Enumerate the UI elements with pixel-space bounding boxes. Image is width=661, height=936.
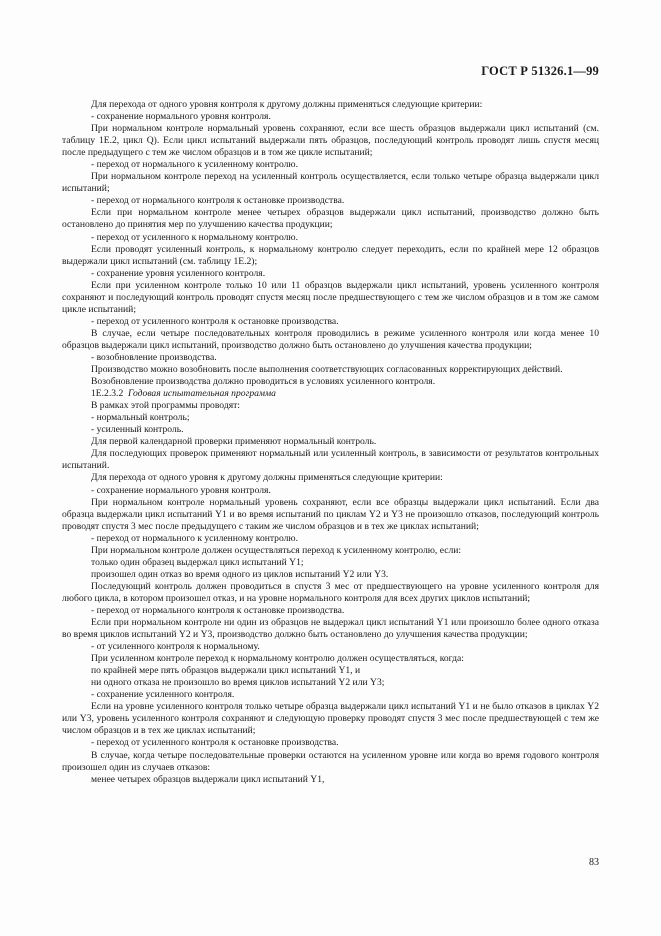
- paragraph: Для первой календарной проверки применяют нормальный контроль.: [91, 436, 377, 448]
- paragraph: - переход от усиленного к нормальному контролю.: [91, 231, 298, 243]
- paragraph: менее четырех образцов выдержали цикл испытаний Y1,: [91, 773, 325, 785]
- paragraph: только один образец выдержал цикл испытаний Y1;: [91, 556, 304, 568]
- paragraph: - сохранение уровня усиленного контроля.: [91, 267, 266, 279]
- paragraph: Если при нормальном контроле менее четырех образцов выдержали цикл испытаний, производство должно быть остановлено до принятия мер по улучшению качества продукции;: [62, 207, 599, 231]
- paragraph: - переход от нормального к усиленному контролю.: [91, 159, 298, 171]
- paragraph: - переход от усиленного контроля к остановке производства.: [91, 737, 339, 749]
- paragraph: - от усиленного контроля к нормальному.: [91, 641, 260, 653]
- paragraph: - переход от усиленного контроля к остановке производства.: [91, 315, 339, 327]
- paragraph: - переход от нормального к усиленному контролю.: [91, 532, 298, 544]
- paragraph: Для перехода от одного уровня к другому должны применяться следующие критерии:: [91, 472, 443, 484]
- paragraph: - сохранение нормального уровня контроля.: [91, 484, 271, 496]
- paragraph: Возобновление производства должно проводиться в условиях усиленного контроля.: [91, 376, 436, 388]
- paragraph: Если при нормальном контроле ни один из образцов не выдержал цикл испытаний Y1 или произошло более одного отказа во время циклов испытаний Y2 и Y3, производство должно быть остановлено до улучшения качества продукции;: [62, 617, 599, 641]
- paragraph: В случае, если четыре последовательных контроля проводились в режиме усиленного контроля или когда менее 10 образцов выдержали цикл испытаний, производство должно быть остановлено до улучшения качества продукции;: [62, 327, 599, 351]
- paragraph: - сохранение нормального уровня контроля.: [91, 111, 271, 123]
- paragraph: При нормальном контроле переход на усиленный контроль осуществляется, если только четыре образца выдержали цикл испытаний;: [62, 171, 599, 195]
- page-number: 83: [589, 857, 599, 868]
- paragraph: произошел один отказ во время одного из циклов испытаний Y2 или Y3.: [91, 568, 389, 580]
- paragraph: Если проводят усиленный контроль, к нормальному контролю следует переходить, если по крайней мере 12 образцов выдержали цикл испытаний (см. таблицу 1Е.2);: [62, 243, 599, 267]
- paragraph: - переход от нормального контроля к остановке производства.: [91, 195, 345, 207]
- paragraph: В случае, когда четыре последовательные проверки остаются на усиленном уровне или когда во время годового контроля произошел один из случаев отказов:: [62, 749, 599, 773]
- paragraph: Если на уровне усиленного контроля только четыре образца выдержали цикл испытаний Y1 и не было отказов в циклах Y2 или Y3, уровень усиленного контроля сохраняют и следующую проверку проводят спустя 3 мес после предшествующей с тем же числом образцов и в тех же циклах испытаний;: [62, 701, 599, 737]
- paragraph: - усиленный контроль.: [91, 424, 184, 436]
- paragraph: по крайней мере пять образцов выдержали цикл испытаний Y1, и: [91, 665, 361, 677]
- paragraph: При нормальном контроле должен осуществляться переход к усиленному контролю, если:: [91, 544, 462, 556]
- section-number: 1Е.2.3.2: [91, 388, 124, 400]
- standard-header: ГОСТ Р 51326.1—99: [481, 64, 599, 78]
- paragraph: При нормальном контроле нормальный уровень сохраняют, если все шесть образцов выдержали цикл испытаний (см. таблицу 1Е.2, цикл Q). Если цикл испытаний выдержали пять образцов, последующий контроль проводят лишь спустя месяц после предыдущего с тем же числом образцов и в том же цикле испытаний;: [62, 123, 599, 159]
- paragraph: - возобновление производства.: [91, 351, 217, 363]
- paragraph: При усиленном контроле переход к нормальному контролю должен осуществляться, когда:: [91, 653, 464, 665]
- paragraph: При нормальном контроле нормальный уровень сохраняют, если все образцы выдержали цикл испытаний. Если два образца выдержали цикл испытаний Y1 и во время испытаний по циклам Y2 и Y3 не произошло отказов, последующий контроль проводят спустя 3 мес после предыдущего с таким же числом образцов и в тех же циклах испытаний;: [62, 496, 599, 532]
- paragraph: Для последующих проверок применяют нормальный или усиленный контроль, в зависимости от результатов контрольных испытаний.: [62, 448, 599, 472]
- paragraph: Если при усиленном контроле только 10 или 11 образцов выдержали цикл испытаний, уровень усиленного контроля сохраняют и последующий контроль проводят спустя месяц после предшествующего с тем же числом образцов и в том же самом цикле испытаний;: [62, 279, 599, 315]
- paragraph: - сохранение усиленного контроля.: [91, 689, 235, 701]
- paragraph: Последующий контроль должен проводиться в спустя 3 мес от предшествующего на уровне усиленного контроля для любого цикла, в котором произошел отказ, и на уровне нормального контроля для всех других циклов испытаний;: [62, 580, 599, 604]
- paragraph: - нормальный контроль;: [91, 412, 190, 424]
- section-title: Годовая испытательная программа: [128, 388, 276, 400]
- paragraph: ни одного отказа не произошло во время циклов испытаний Y2 или Y3;: [91, 677, 385, 689]
- paragraph: - переход от нормального контроля к остановке производства.: [91, 604, 345, 616]
- paragraph: Для перехода от одного уровня контроля к другому должны применяться следующие критерии:: [91, 99, 483, 110]
- section-heading: [62, 388, 599, 400]
- paragraph: Производство можно возобновить после выполнения соответствующих согласованных корректирующих действий.: [91, 364, 563, 376]
- body-text: [62, 99, 599, 786]
- paragraph: В рамках этой программы проводят:: [91, 400, 240, 412]
